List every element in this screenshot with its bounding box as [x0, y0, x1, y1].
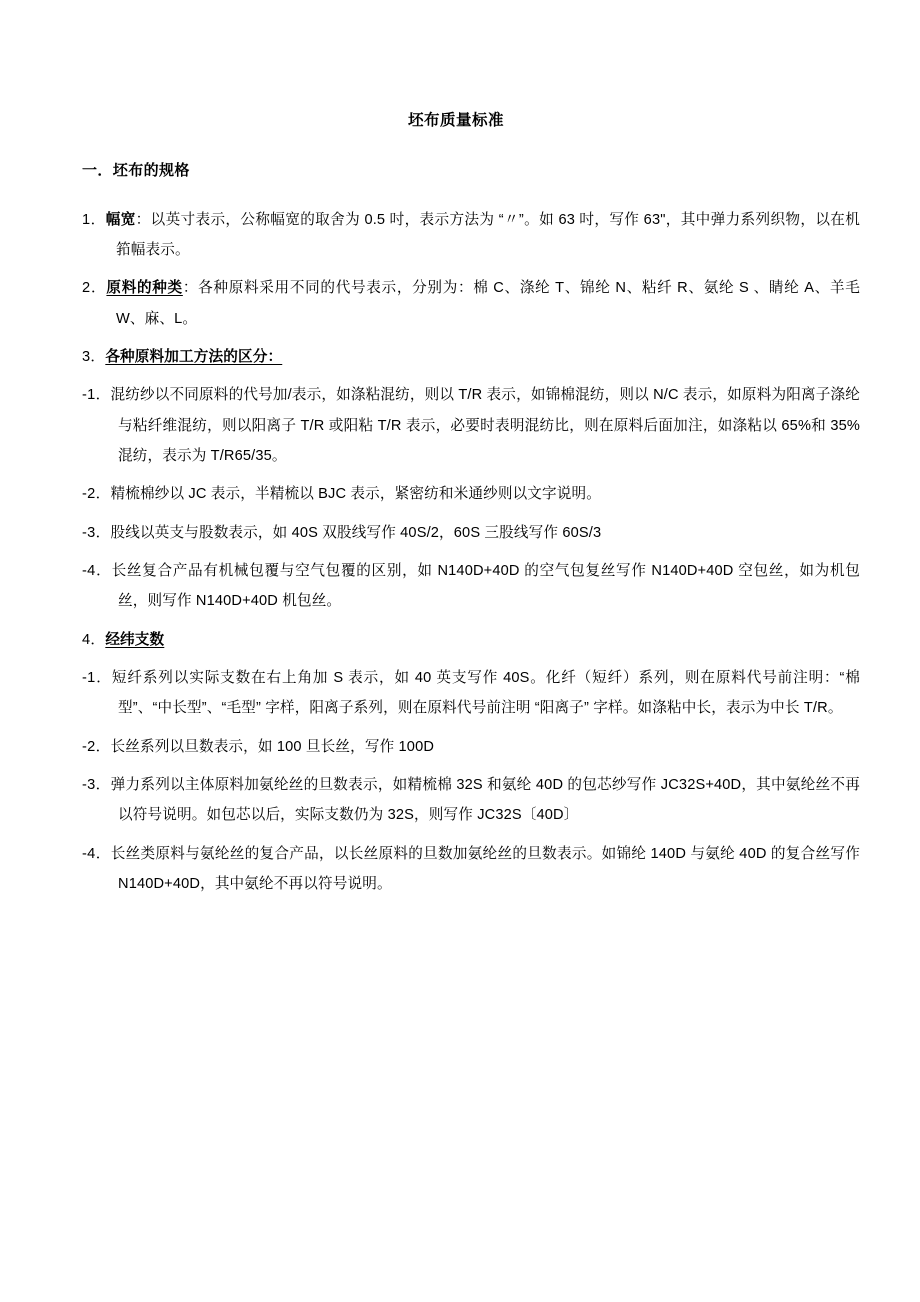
document-body	[0, 130, 920, 899]
item-4-sub-3-text: 弹力系列以主体原料加氨纶丝的旦数表示，如精梳棉 32S 和氨纶 40D 的包芯纱写作 JC32S+40D，其中氨纶丝不再以符号说明。如包芯以后，实际支数仍为 32S，则写作 JC32S〔40D〕	[110, 777, 860, 824]
item-3-sub-4-text: 长丝复合产品有机械包覆与空气包覆的区别，如 N140D+40D 的空气包复丝写作 N140D+40D 空包丝，如为机包丝，则写作 N140D+40D 机包丝。	[111, 562, 860, 610]
item-1-keyword: 幅宽	[105, 211, 136, 228]
item-4-sub-3-number: -3．	[82, 777, 111, 793]
item-1-text: ：以英寸表示，公称幅宽的取舍为 0.5 吋，表示方法为 “〃”。如 63 吋，写作 63"，其中弹力系列织物，以在机筘幅表示。	[116, 211, 860, 258]
item-4-number: 4．	[82, 631, 106, 648]
item-4-keyword: 经纬支数	[105, 631, 165, 648]
item-4-sub-1	[82, 663, 860, 724]
item-3-sub-4-number: -4．	[82, 562, 112, 579]
item-2-keyword: 原料的种类	[106, 280, 183, 297]
section-heading-1: 一．坯布的规格	[82, 162, 190, 179]
item-3-sub-2-number: -2．	[82, 486, 111, 503]
item-3-sub-2	[82, 479, 860, 509]
item-3-sub-3	[82, 518, 860, 548]
item-3-keyword: 各种原料加工方法的区分：	[105, 348, 283, 365]
item-3-sub-1-number: -1．	[82, 387, 111, 404]
item-4-sub-1-text: 短纤系列以实际支数在右上角加 S 表示，如 40 英支写作 40S。化纤（短纤）系列，则在原料代号前注明：“棉型”、“中长型”、“毛型” 字样，阳离子系列，则在原料代号前注明 “阳离子” 字样。如涤粘中长，表示为中长 T/R。	[111, 669, 860, 717]
item-2	[82, 273, 860, 334]
item-3-number: 3．	[82, 348, 106, 365]
item-4-sub-3	[82, 770, 860, 831]
item-2-number: 2．	[82, 280, 107, 297]
page-title: 坯布质量标准	[407, 112, 504, 129]
item-4-sub-2-text: 长丝系列以旦数表示，如 100 旦长丝，写作 100D	[110, 738, 435, 755]
item-4-sub-2	[82, 732, 860, 762]
item-4-sub-2-number: -2．	[82, 738, 111, 755]
item-4-sub-4	[82, 839, 860, 900]
item-3-sub-2-text: 精梳棉纱以 JC 表示，半精梳以 BJC 表示，紧密纺和米通纱则以文字说明。	[110, 486, 602, 503]
item-3-sub-3-text: 股线以英支与股数表示，如 40S 双股线写作 40S/2，60S 三股线写作 60S/3	[110, 524, 602, 541]
item-4-sub-4-text: 长丝类原料与氨纶丝的复合产品，以长丝原料的旦数加氨纶丝的旦数表示。如锦纶 140D 与氨纶 40D 的复合丝写作 N140D+40D，其中氨纶不再以符号说明。	[110, 845, 860, 893]
item-3-sub-4	[82, 556, 860, 617]
item-4	[82, 625, 860, 655]
item-4-sub-1-number: -1．	[82, 669, 112, 686]
item-3-sub-1-text: 混纺纱以不同原料的代号加/表示，如涤粘混纺，则以 T/R 表示，如锦棉混纺，则以 N/C 表示，如原料为阳离子涤纶与粘纤维混纺，则以阳离子 T/R 或阳粘 T/R 表示，必要时表明混纺比，则在原料后面加注，如涤粘以 65%和 35%混纺，表示为 T/R65/35。	[110, 387, 860, 464]
item-1	[82, 205, 860, 266]
item-4-sub-4-number: -4．	[82, 845, 111, 862]
item-3	[82, 342, 860, 372]
item-1-number: 1．	[82, 211, 106, 228]
item-3-sub-1	[82, 380, 860, 471]
item-3-sub-3-number: -3．	[82, 524, 111, 541]
item-2-text: ：各种原料采用不同的代号表示，分别为：棉 C、涤纶 T、锦纶 N、粘纤 R、氨纶 S 、睛纶 A、羊毛 W、麻、L。	[116, 280, 860, 327]
